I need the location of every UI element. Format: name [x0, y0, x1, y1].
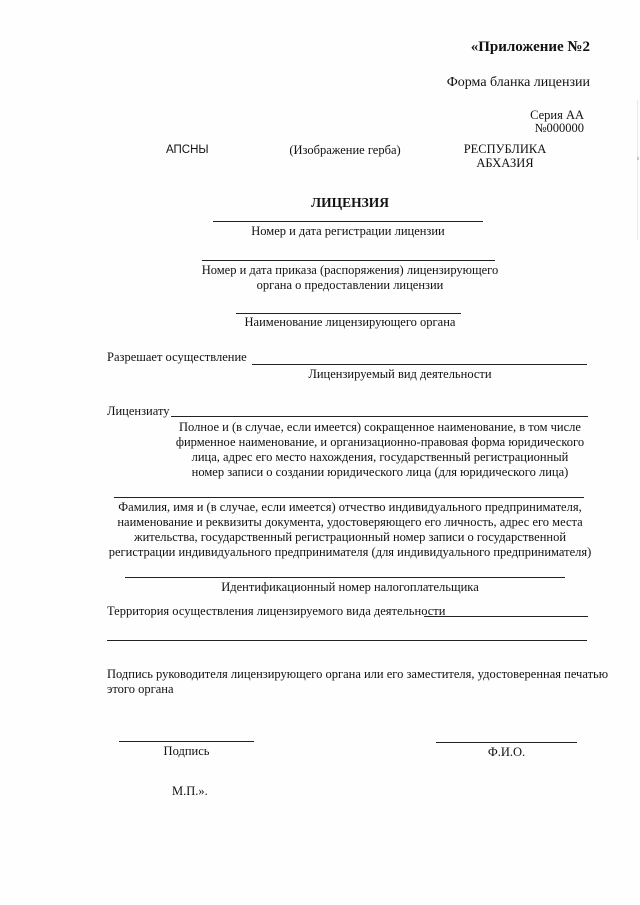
apsny-label: АПСНЫ — [166, 144, 209, 156]
tin-line[interactable] — [125, 577, 565, 578]
activity-caption: Лицензируемый вид деятельности — [308, 367, 492, 381]
signature-statement — [107, 667, 608, 697]
reg-number-line[interactable] — [213, 221, 483, 222]
legal-entity-caption-line: Полное и (в случае, если имеется) сокращенное наименование, в том числе — [179, 420, 581, 434]
individual-caption — [100, 500, 600, 560]
license-title: ЛИЦЕНЗИЯ — [311, 195, 389, 210]
republic-line-1: РЕСПУБЛИКА — [463, 142, 547, 156]
scan-edge-artifact — [637, 100, 638, 240]
seal-place-label: М.П.». — [172, 784, 208, 798]
legal-entity-caption-line: лица, адрес его место нахождения, государственный регистрационный — [191, 450, 569, 464]
form-title: Форма бланка лицензии — [446, 75, 590, 90]
form-number: №000000 — [534, 121, 584, 135]
republic-label — [450, 142, 560, 170]
individual-caption-line: жительства, государственный регистрационный номер записи о государственной — [133, 530, 567, 544]
authority-line[interactable] — [236, 313, 461, 314]
individual-caption-line: наименование и реквизиты документа, удостоверяющего его личность, адрес его места — [117, 515, 583, 529]
full-name-caption: Ф.И.О. — [487, 745, 526, 759]
coat-of-arms-placeholder: (Изображение герба) — [289, 143, 401, 157]
appendix-heading: «Приложение №2 — [470, 39, 590, 55]
legal-entity-caption — [170, 420, 590, 480]
legal-entity-caption-line: номер записи о создании юридического лица (для юридического лица) — [191, 465, 569, 479]
authority-caption: Наименование лицензирующего органа — [244, 315, 456, 329]
territory-line[interactable] — [424, 616, 588, 617]
reg-number-caption: Номер и дата регистрации лицензии — [251, 224, 445, 238]
individual-caption-line: Фамилия, имя и (в случае, если имеется) отчество индивидуального предпринимателя, — [118, 500, 582, 514]
signature-caption: Подпись — [163, 744, 210, 758]
order-number-line[interactable] — [202, 260, 495, 261]
republic-line-2: АБХАЗИЯ — [476, 156, 534, 170]
series-label: Серия АА — [530, 108, 584, 122]
order-caption-line-2: органа о предоставлении лицензии — [256, 278, 444, 292]
signature-statement-line-1: Подпись руководителя лицензирующего органа или его заместителя, удостоверенная печатью — [107, 667, 609, 681]
signature-line[interactable] — [119, 741, 254, 742]
order-caption-line-1: Номер и дата приказа (распоряжения) лицензирующего — [201, 263, 499, 277]
individual-line[interactable] — [114, 497, 584, 498]
individual-caption-line: регистрации индивидуального предпринимателя (для индивидуального предпринимателя) — [108, 545, 592, 559]
signature-statement-line-2: этого органа — [107, 682, 174, 696]
activity-line[interactable] — [252, 364, 587, 365]
licensee-line[interactable] — [171, 416, 588, 417]
permits-label: Разрешает осуществление — [107, 350, 247, 364]
tin-caption: Идентификационный номер налогоплательщика — [221, 580, 479, 594]
scan-speck — [637, 157, 639, 160]
order-caption — [190, 263, 510, 293]
licensee-label: Лицензиату — [107, 404, 170, 418]
territory-label: Территория осуществления лицензируемого вида деятельности — [107, 604, 446, 618]
territory-line-continued[interactable] — [107, 640, 587, 641]
full-name-line[interactable] — [436, 742, 577, 743]
legal-entity-caption-line: фирменное наименование, и организационно-правовая форма юридического — [175, 435, 585, 449]
